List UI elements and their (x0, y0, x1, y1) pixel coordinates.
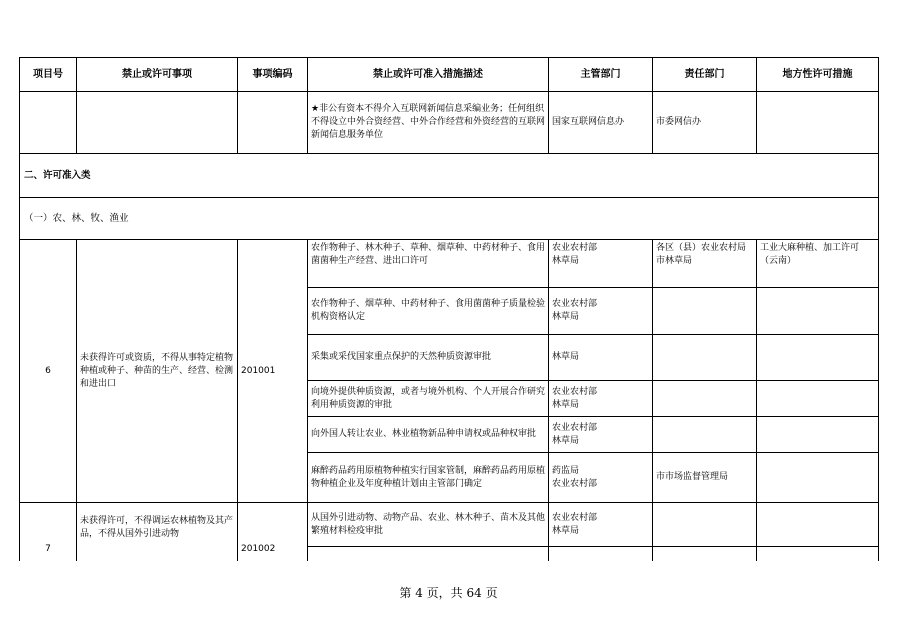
measure-desc-cell: 向境外提供种质资源，或者与境外机构、个人开展合作研究利用种质资源的审批 (308, 381, 549, 417)
local-cell (757, 381, 879, 417)
local-cell (757, 417, 879, 453)
dept-cell: 农业农村部 林草局 (549, 240, 653, 288)
resp-cell: 市市场监督管理局 (653, 453, 757, 503)
code-cell: 201002 (238, 503, 308, 562)
header-row (20, 58, 879, 92)
dept-cell: 国家互联网信息办 (549, 92, 653, 154)
item-no-cell: 6 (20, 240, 77, 503)
header-cell: 地方性许可措施 (757, 58, 879, 92)
measure-desc-cell: 从国外引进动物、动物产品、农业、林木种子、苗木及其他繁殖材料检疫审批 (308, 503, 549, 547)
subsection-row (20, 198, 879, 240)
code-cell: 201001 (238, 240, 308, 503)
resp-cell: 市委网信办 (653, 92, 757, 154)
local-cell (757, 453, 879, 503)
measure-desc-cell: 农作物种子、烟草种、中药材种子、食用菌菌种子质量检验机构资格认定 (308, 288, 549, 335)
resp-cell: 各区（县）农业农村局 市林草局 (653, 240, 757, 288)
local-cell (757, 335, 879, 381)
dept-cell: 药监局 农业农村部 (549, 453, 653, 503)
section-title: 二、许可准入类 (20, 154, 879, 198)
permit-table (19, 57, 879, 561)
matter-cell: 未获得许可或资质，不得从事特定植物种植或种子、种苗的生产、经营、检测和进出口 (77, 240, 238, 503)
resp-cell (653, 503, 757, 547)
dept-cell (549, 547, 653, 562)
measure-desc-cell: ★非公有资本不得介入互联网新闻信息采编业务；任何组织不得设立中外合资经营、中外合作经营和外资经营的互联网新闻信息服务单位 (308, 92, 549, 154)
measure-desc-cell: 农作物种子、林木种子、草种、烟草种、中药材种子、食用菌菌种生产经营、进出口许可 (308, 240, 549, 288)
header-cell: 禁止或许可准入措施描述 (308, 58, 549, 92)
dept-cell: 农业农村部 林草局 (549, 417, 653, 453)
item-no-cell: 7 (20, 503, 77, 562)
resp-cell (653, 288, 757, 335)
code-cell (238, 92, 308, 154)
matter-cell: 未获得许可，不得调运农林植物及其产品，不得从国外引进动物 (77, 503, 238, 562)
table-row (20, 503, 879, 547)
matter-cell (77, 92, 238, 154)
measure-desc-cell: 采集或采伐国家重点保护的天然种质资源审批 (308, 335, 549, 381)
header-cell: 项目号 (20, 58, 77, 92)
resp-cell (653, 381, 757, 417)
dept-cell: 农业农村部 林草局 (549, 288, 653, 335)
local-cell: 工业大麻种植、加工许可（云南） (757, 240, 879, 288)
measure-desc-cell (308, 547, 549, 562)
measure-desc-cell: 麻醉药品药用原植物种植实行国家管制，麻醉药品药用原植物种植企业及年度种植计划由主管部门确定 (308, 453, 549, 503)
dept-cell: 林草局 (549, 335, 653, 381)
measure-desc-cell: 向外国人转让农业、林业植物新品种申请权或品种权审批 (308, 417, 549, 453)
item-no-cell (20, 92, 77, 154)
table-viewport (19, 57, 879, 561)
resp-cell (653, 335, 757, 381)
dept-cell: 农业农村部 林草局 (549, 503, 653, 547)
header-cell: 事项编码 (238, 58, 308, 92)
local-cell (757, 92, 879, 154)
page-footer: 第 4 页，共 64 页 (399, 586, 498, 600)
local-cell (757, 288, 879, 335)
table-row (20, 240, 879, 288)
table-row (20, 92, 879, 154)
resp-cell (653, 417, 757, 453)
section-row (20, 154, 879, 198)
local-cell (757, 547, 879, 562)
subsection-title: （一）农、林、牧、渔业 (20, 198, 879, 240)
dept-cell: 农业农村部 林草局 (549, 381, 653, 417)
local-cell (757, 503, 879, 547)
header-cell: 禁止或许可事项 (77, 58, 238, 92)
header-cell: 责任部门 (653, 58, 757, 92)
resp-cell (653, 547, 757, 562)
header-cell: 主管部门 (549, 58, 653, 92)
